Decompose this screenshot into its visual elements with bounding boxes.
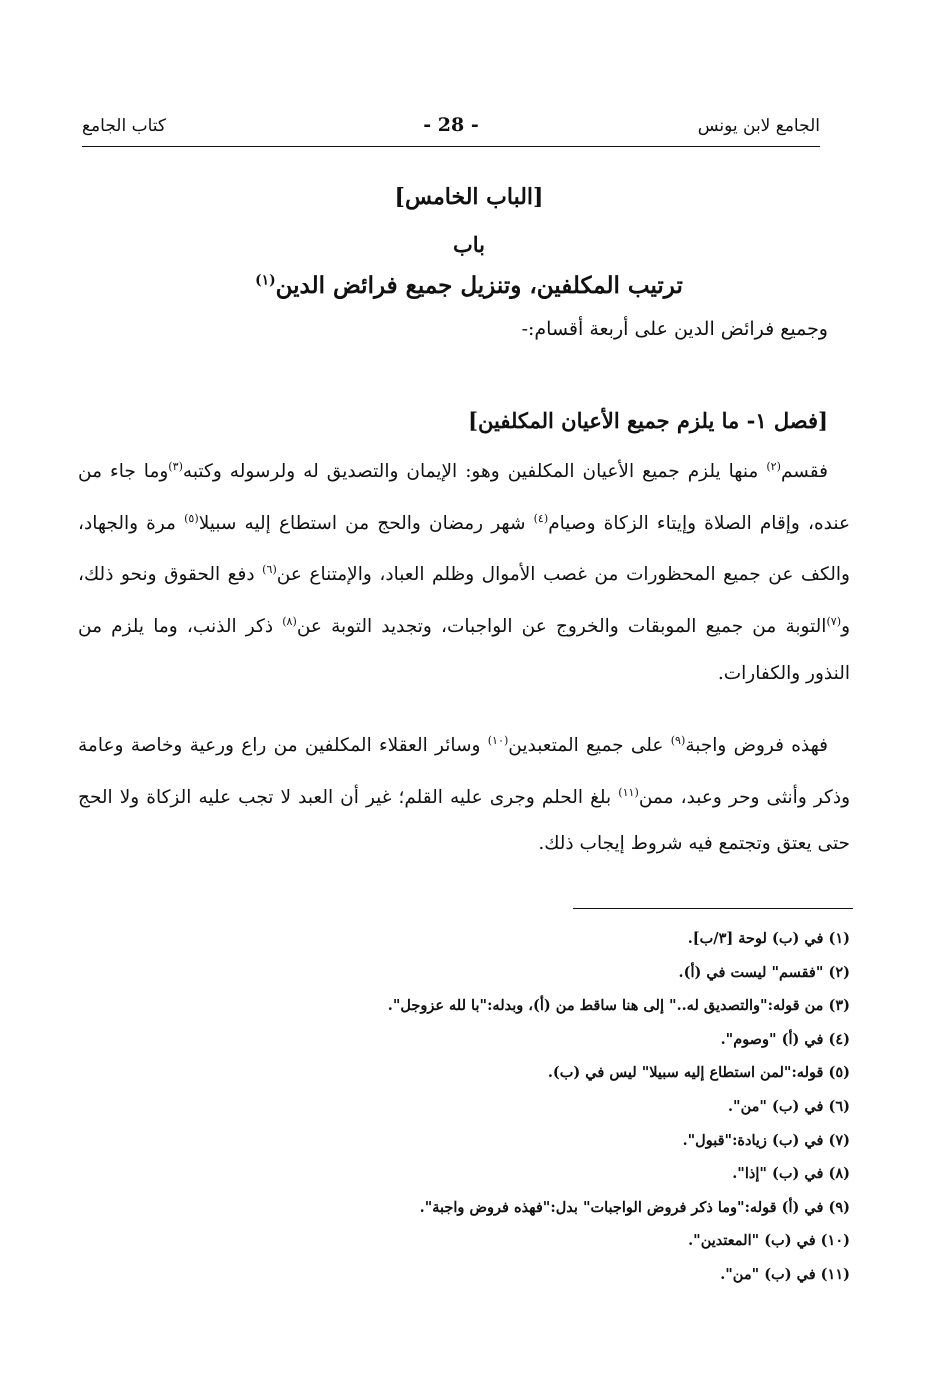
text-run: وسائر العقلاء المكلفين من راع ورعية وخاصة وعامة وذكر وأنثى وحر وعبد، ممن — [78, 735, 851, 808]
footnote-item: (١) في (ب) لوحة [٣/ب]. — [687, 930, 850, 947]
text-run: شهر رمضان والحج من استطاع إليه سبيلا — [198, 512, 534, 534]
text-run: وما جاء من عنده، وإقام الصلاة وإيتاء الزكاة وصيام — [78, 461, 850, 534]
footnote-ref: (٨) — [282, 614, 297, 628]
footnote-item: (٨) في (ب) "إذا". — [732, 1165, 850, 1183]
footnote-ref: (٢) — [766, 460, 781, 473]
paragraph-2 — [78, 718, 850, 868]
footnote-ref: (١١) — [618, 785, 639, 799]
paragraph-1 — [78, 444, 850, 697]
footnote-item: (٩) في (أ) قوله:"وما ذكر فروض الواجبات" بدل:"فهذه فروض واجبة". — [419, 1198, 850, 1216]
chapter-title — [0, 272, 938, 299]
footnote-ref: (٥) — [184, 511, 199, 525]
footnote-ref: (١٠) — [487, 734, 509, 747]
footnote-item: (٣) من قوله:"والتصديق له.." إلى هنا ساقط من (أ)، وبدله:"با لله عزوجل". — [387, 997, 850, 1015]
footnote-separator — [573, 908, 853, 909]
section-heading: [فصل ١- ما يلزم جميع الأعيان المكلفين] — [468, 408, 828, 433]
chapter-title-text: ترتيب المكلفين، وتنزيل جميع فرائض الدين — [275, 272, 683, 299]
footnote-item: (٧) في (ب) زيادة:"قبول". — [682, 1131, 850, 1149]
chapter-bab: باب — [452, 232, 485, 257]
footnote-item: (٥) قوله:"لمن استطاع إليه سبيلا" ليس في (ب). — [547, 1064, 850, 1082]
footnote-item: (١١) في (ب) "من". — [720, 1265, 850, 1283]
footnote-ref: (٧) — [826, 614, 842, 628]
footnote-item: (٢) "فقسم" ليست في (أ). — [678, 963, 850, 981]
text-run: على جميع المتعبدين — [508, 735, 671, 757]
header-book-title: الجامع لابن يونس — [697, 116, 820, 136]
footnote-ref: (١) — [255, 272, 276, 289]
footnote-ref: (٩) — [670, 734, 686, 747]
intro-line: وجميع فرائض الدين على أربعة أقسام:- — [521, 318, 828, 340]
text-run: فقسم — [780, 461, 828, 483]
header-section-title: كتاب الجامع — [82, 116, 167, 136]
text-run: التوبة من جميع الموبقات والخروج عن الواجبات، وتجديد التوبة عن — [296, 616, 827, 638]
chapter-label: [الباب الخامس] — [394, 184, 544, 210]
page-number: - 28 - — [423, 114, 479, 136]
footnote-ref: (٣) — [168, 460, 183, 473]
text-run: منها يلزم جميع الأعيان المكلفين وهو: الإيمان والتصديق له ولرسوله وكتبه — [182, 461, 767, 483]
running-header — [82, 112, 820, 147]
footnotes-list — [78, 922, 850, 1292]
footnote-item: (١٠) في (ب) "المعتدين". — [688, 1232, 850, 1250]
footnote-ref: (٤) — [533, 511, 549, 525]
text-run: ذكر الذنب، وما يلزم من النذور والكفارات. — [78, 616, 850, 684]
text-run: فهذه فروض واجبة — [685, 735, 828, 757]
text-run: دفع الحقوق ونحو ذلك، و — [78, 564, 851, 638]
text-run: مرة والجهاد، والكف عن جميع المحظورات من غصب الأموال وظلم العباد، والإمتناع عن — [78, 512, 850, 586]
footnote-ref: (٦) — [262, 563, 277, 577]
footnote-item: (٤) في (أ) "وصوم". — [720, 1030, 850, 1048]
text-run: بلغ الحلم وجرى عليه القلم؛ غير أن العبد لا تجب عليه الزكاة ولا الحج حتى يعتق وتجتمع فيه شروط إيجاب ذلك. — [78, 786, 850, 855]
footnote-item: (٦) في (ب) "من". — [727, 1097, 850, 1115]
